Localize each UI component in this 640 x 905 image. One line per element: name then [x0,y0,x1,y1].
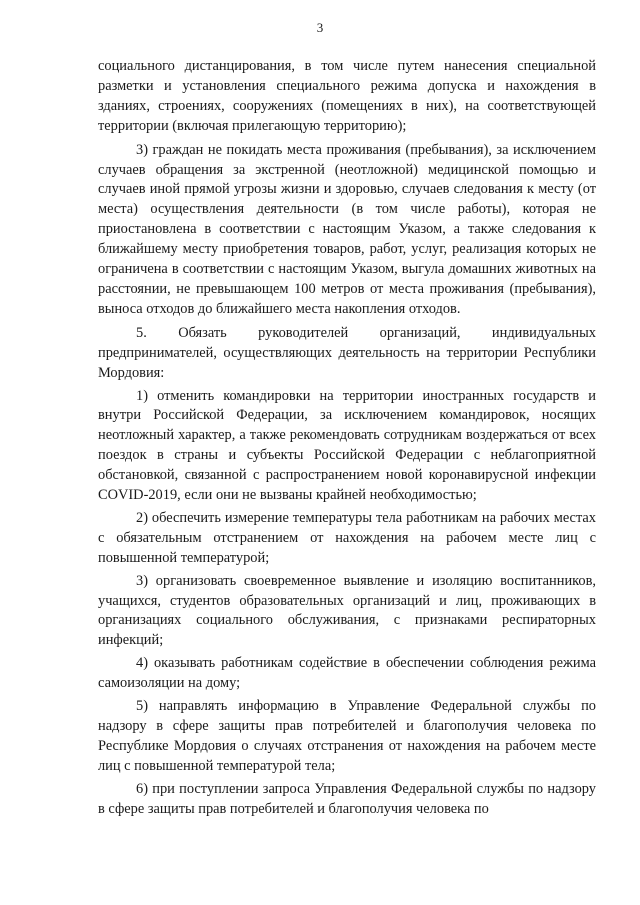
paragraph-item-5: 5) направлять информацию в Управление Федеральной службы по надзору в сфере защиты прав потребителей и благополучия человека по Республике Мордовия о случаях отстранения от нахождения на рабочем месте лиц с повышенной температурой тела; [98,698,596,774]
page-number: 3 [316,20,324,35]
paragraph-item-6: 6) при поступлении запроса Управления Федеральной службы по надзору в сфере защиты прав потребителей и благополучия человека по [98,780,596,817]
paragraph-item-3-citizens: 3) граждан не покидать места проживания (пребывания), за исключением случаев обращения за экстренной (неотложной) медицинской помощью и случаев иной прямой угрозы жизни и здоровью, случаев следования к месту (от места) осуществления деятельности (в том числе работы), которая не приостановлена в соответствии с настоящим Указом, а также следования к ближайшему месту приобретения товаров, работ, услуг, реализация которых не ограничена в соответствии с настоящим Указом, выгула домашних животных на расстоянии, не превышающем 100 метров от места проживания (пребывания), выноса отходов до ближайшего места накопления отходов. [98,141,596,317]
document-body [98,57,596,820]
paragraph-5-obligation: 5. Обязать руководителей организаций, индивидуальных предпринимателей, осуществляющих деятельность на территории Республики Мордовия: [98,324,596,381]
paragraph-item-3: 3) организовать своевременное выявление и изоляцию воспитанников, учащихся, студентов образовательных организаций и лиц, проживающих в организациях социального обслуживания, с признаками респираторных инфекций; [98,572,596,649]
paragraph-continuation: социального дистанцирования, в том числе путем нанесения специальной разметки и установления специального режима допуска и нахождения в зданиях, строениях, сооружениях (помещениях в них), на соответствующей территории (включая прилегающую территорию); [98,58,596,134]
paragraph-item-1: 1) отменить командировки на территории иностранных государств и внутри Российской Федерации, за исключением командировок, носящих неотложный характер, а также рекомендовать сотрудникам воздержаться от всех поездок в страны и субъекты Российской Федерации с неблагоприятной обстановкой, связанной с распространением новой коронавирусной инфекции COVID-2019, если они не вызваны крайней необходимостью; [98,387,596,504]
paragraph-item-4: 4) оказывать работникам содействие в обеспечении соблюдения режима самоизоляции на дому; [98,655,596,692]
paragraph-item-2: 2) обеспечить измерение температуры тела работникам на рабочих местах с обязательным отстранением от нахождения на рабочем месте лиц с повышенной температурой; [98,509,596,566]
